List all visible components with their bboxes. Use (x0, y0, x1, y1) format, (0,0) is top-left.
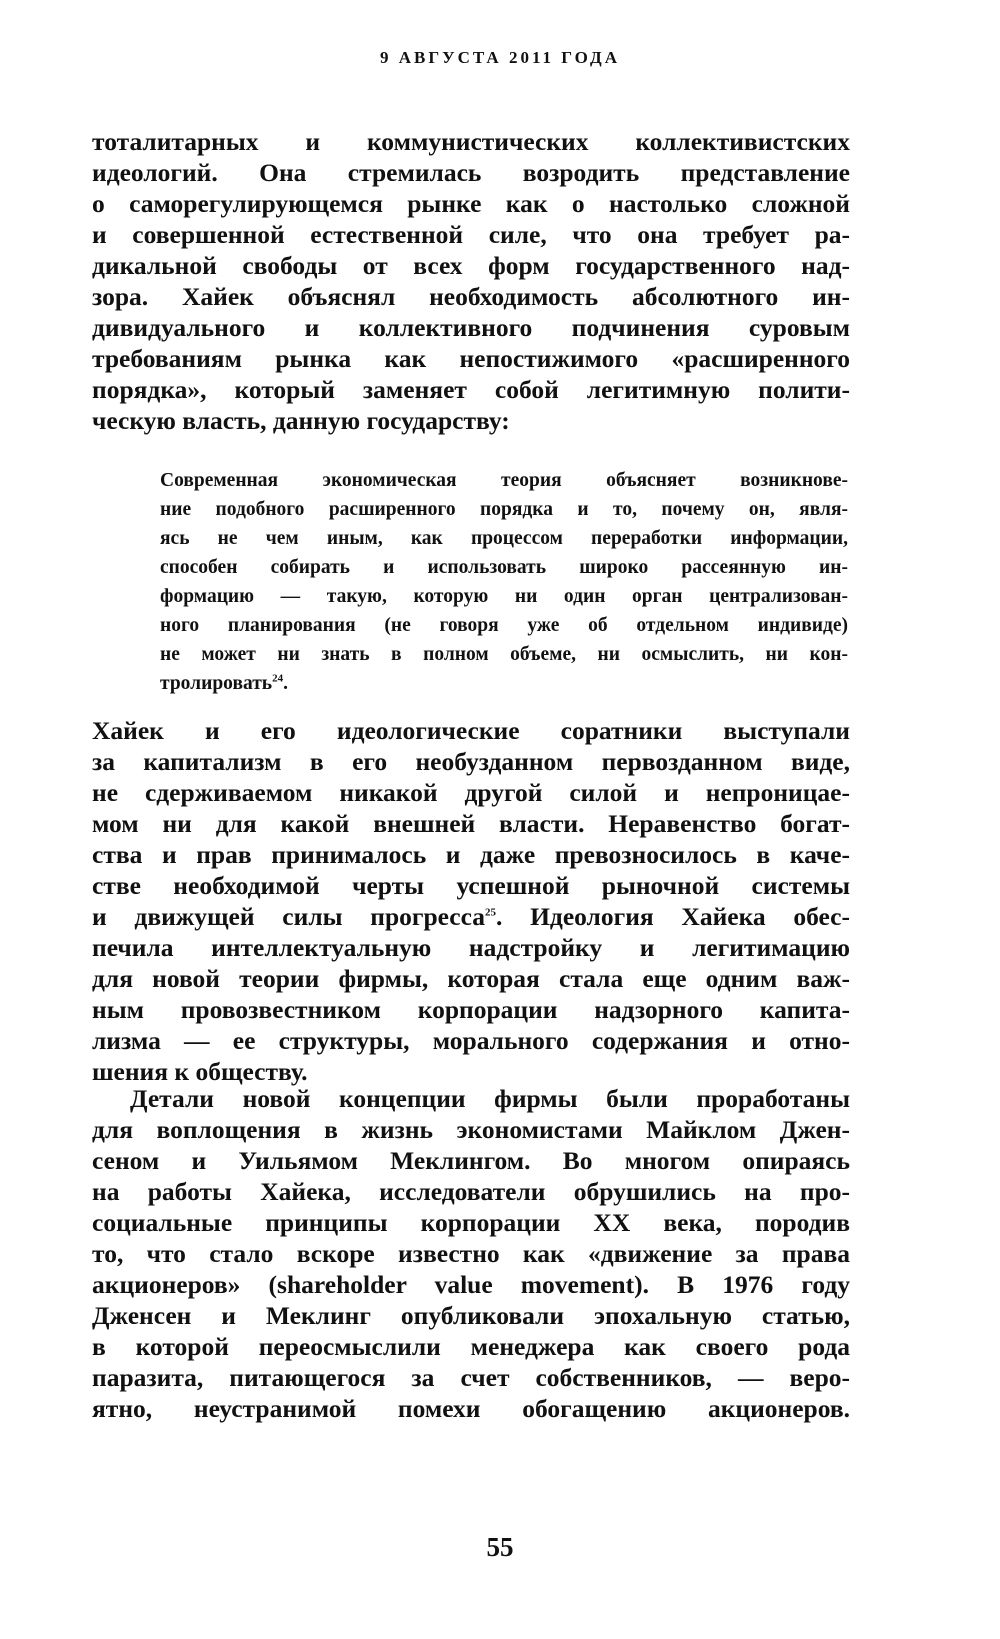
text-line: мом ни для какой внешней власти. Неравенство богат- (92, 809, 850, 838)
text-line: и совершенной естественной силе, что она требует ра- (92, 220, 850, 249)
page-number: 55 (486, 1532, 514, 1562)
text-line: за капитализм в его необузданном первозданном виде, (92, 747, 850, 776)
text-line: Детали новой концепции фирмы были проработаны (130, 1084, 850, 1113)
text-line: шения к обществу. (92, 1057, 308, 1086)
text-line: сеном и Уильямом Меклингом. Во многом опираясь (92, 1146, 850, 1175)
text-line: для новой теории фирмы, которая стала еще одним важ- (92, 964, 850, 993)
text-line: то, что стало вскоре известно как «движение за права (92, 1239, 850, 1268)
footnote-ref-25[interactable]: 25 (484, 906, 496, 919)
paragraph-hayek (92, 715, 850, 1087)
text-line: дикальной свободы от всех форм государственного над- (92, 251, 850, 280)
text-line: ческую власть, данную государству: (92, 406, 510, 435)
quote-line: формацию — такую, которую ни один орган централизован- (160, 586, 848, 607)
paragraph-jensen-meckling (92, 1083, 850, 1424)
text-line: порядка», который заменяет собой легитимную полити- (92, 375, 850, 404)
text-line: не сдерживаемом никакой другой силой и непроницае- (92, 778, 850, 807)
quote-line (160, 669, 848, 698)
text-line: на работы Хайека, исследователи обрушились на про- (92, 1177, 850, 1206)
text-line: паразита, питающегося за счет собственников, — веро- (92, 1363, 850, 1392)
text-line: печила интеллектуальную надстройку и легитимацию (92, 933, 850, 962)
text-line: социальные принципы корпорации XX века, породив (92, 1208, 850, 1237)
quote-line: способен собирать и использовать широко рассеянную ин- (160, 557, 848, 578)
text-line: для воплощения в жизнь экономистами Майклом Джен- (92, 1115, 850, 1144)
footnote-ref-24[interactable]: 24 (272, 672, 284, 685)
quote-line: ного планирования (не говоря уже об отдельном индивиде) (160, 615, 848, 636)
block-quote (160, 466, 848, 698)
text-line: ным провозвестником корпорации надзорного капита- (92, 995, 850, 1024)
quote-line: Современная экономическая теория объясняет возникнове- (160, 470, 848, 491)
text-line: Хайек и его идеологические соратники выступали (92, 716, 850, 745)
text-line: о саморегулирующемся рынке как о настолько сложной (92, 189, 850, 218)
text-line-part: и движущей силы прогресса (92, 902, 485, 931)
text-line: стве необходимой черты успешной рыночной системы (92, 871, 850, 900)
text-line: зора. Хайек объяснял необходимость абсолютного ин- (92, 282, 850, 311)
quote-end-punct: . (283, 673, 288, 694)
text-line: дивидуального и коллективного подчинения суровым (92, 313, 850, 342)
text-line: ства и прав принималось и даже превозносилось в каче- (92, 840, 850, 869)
text-line: в которой переосмыслили менеджера как своего рода (92, 1332, 850, 1361)
text-line: идеологий. Она стремилась возродить представление (92, 158, 850, 187)
text-line-part: . Идеология Хайека обес- (495, 902, 850, 931)
running-head: 9 АВГУСТА 2011 ГОДА (379, 48, 620, 67)
text-line: тоталитарных и коммунистических коллективистских (92, 127, 850, 156)
text-line: ятно, неустранимой помехи обогащению акционеров. (92, 1394, 850, 1423)
text-line: требованиям рынка как непостижимого «расширенного (92, 344, 850, 373)
text-line: акционеров» (shareholder value movement). В 1976 году (92, 1270, 850, 1299)
quote-line: не может ни знать в полном объеме, ни осмыслить, ни кон- (160, 644, 848, 665)
text-line (92, 901, 850, 932)
text-line: лизма — ее структуры, морального содержания и отно- (92, 1026, 850, 1055)
quote-line-text: тролировать (160, 673, 273, 694)
quote-line: ясь не чем иным, как процессом переработки информации, (160, 528, 848, 549)
quote-line: ние подобного расширенного порядка и то, почему он, явля- (160, 499, 848, 520)
paragraph-continuation (92, 126, 850, 436)
text-line: Дженсен и Меклинг опубликовали эпохальную статью, (92, 1301, 850, 1330)
